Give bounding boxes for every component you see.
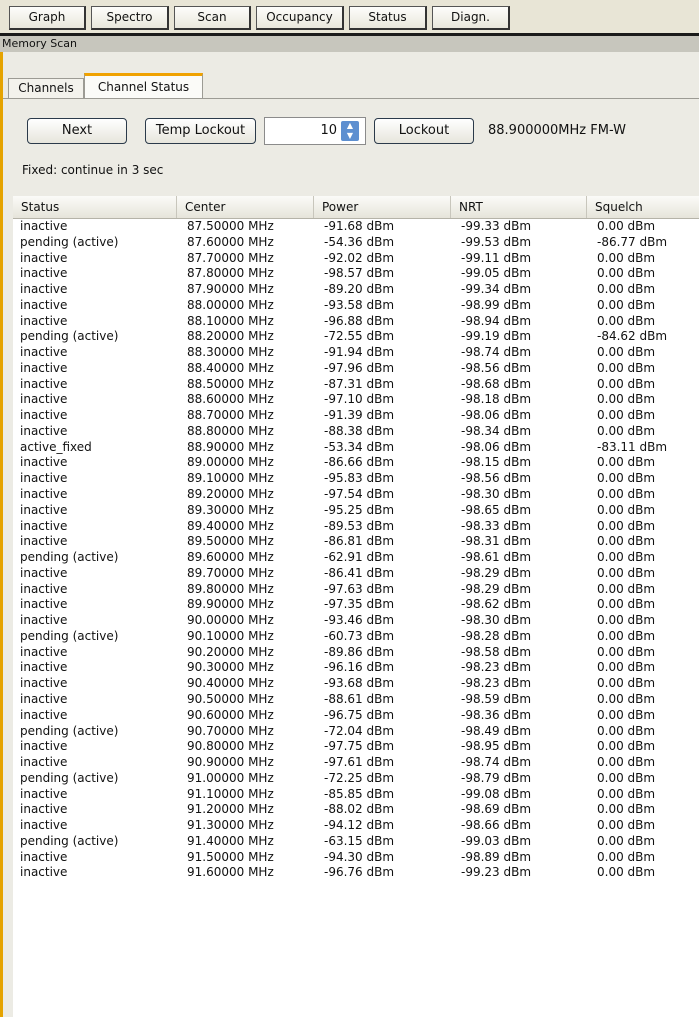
tab-channels[interactable]: Channels [8,78,84,98]
squelch-cell: 0.00 dBm [597,581,656,596]
table-row[interactable] [13,692,699,708]
status-cell: inactive [20,219,68,233]
status-cell: inactive [20,644,68,659]
status-cell: inactive [20,518,68,533]
power-cell: -98.57 dBm [324,266,395,281]
spectro-button[interactable]: Spectro [91,6,169,30]
center-cell: 90.50000 MHz [187,691,274,706]
table-row[interactable] [13,850,699,866]
center-cell: 91.50000 MHz [187,849,274,864]
nrt-cell: -98.62 dBm [461,597,532,612]
center-cell: 88.70000 MHz [187,408,274,423]
window-title: Memory Scan [0,36,699,52]
power-cell: -53.34 dBm [324,439,395,454]
squelch-cell: 0.00 dBm [597,723,656,738]
status-cell: pending (active) [20,550,119,565]
status-cell: inactive [20,565,68,580]
squelch-cell: -86.77 dBm [597,234,668,249]
squelch-cell: 0.00 dBm [597,408,656,423]
power-cell: -97.10 dBm [324,392,395,407]
status-cell: inactive [20,313,68,328]
center-cell: 90.80000 MHz [187,739,274,754]
status-cell: inactive [20,818,68,833]
graph-button[interactable]: Graph [9,6,86,30]
nrt-cell: -98.06 dBm [461,439,532,454]
nrt-cell: -99.53 dBm [461,234,532,249]
nrt-cell: -98.30 dBm [461,487,532,502]
nrt-cell: -98.06 dBm [461,408,532,423]
power-cell: -85.85 dBm [324,786,395,801]
status-cell: inactive [20,502,68,517]
center-cell: 90.30000 MHz [187,660,274,675]
center-cell: 90.10000 MHz [187,628,274,643]
spinner-arrows[interactable] [341,121,359,141]
power-cell: -97.61 dBm [324,755,395,770]
center-cell: 89.60000 MHz [187,550,274,565]
column-header-status[interactable]: Status [13,196,177,218]
nrt-cell: -98.69 dBm [461,802,532,817]
nrt-cell: -99.23 dBm [461,865,532,880]
power-cell: -89.53 dBm [324,518,395,533]
column-header-squelch[interactable]: Squelch [595,200,643,214]
power-cell: -91.68 dBm [324,219,395,233]
nrt-cell: -99.19 dBm [461,329,532,344]
table-row[interactable] [13,471,699,487]
squelch-cell: 0.00 dBm [597,802,656,817]
left-accent-strip [0,52,3,1017]
nrt-cell: -98.29 dBm [461,581,532,596]
table-row[interactable] [13,377,699,393]
status-cell: inactive [20,392,68,407]
nrt-cell: -98.34 dBm [461,423,532,438]
fixed-status-label: Fixed: continue in 3 sec [22,163,164,177]
power-cell: -97.75 dBm [324,739,395,754]
nrt-cell: -99.34 dBm [461,282,532,297]
status-cell: pending (active) [20,628,119,643]
center-cell: 89.50000 MHz [187,534,274,549]
nrt-cell: -98.29 dBm [461,565,532,580]
table-row[interactable] [13,282,699,298]
status-cell: inactive [20,660,68,675]
nrt-cell: -98.65 dBm [461,502,532,517]
status-cell: inactive [20,755,68,770]
status-cell: inactive [20,250,68,265]
power-cell: -94.12 dBm [324,818,395,833]
center-cell: 89.10000 MHz [187,471,274,486]
status-cell: inactive [20,676,68,691]
table-row[interactable] [13,755,699,771]
center-cell: 89.40000 MHz [187,518,274,533]
status-cell: inactive [20,423,68,438]
table-row[interactable] [13,361,699,377]
power-cell: -88.61 dBm [324,691,395,706]
column-header-nrt[interactable]: NRT [451,196,587,218]
squelch-cell: 0.00 dBm [597,392,656,407]
power-cell: -72.25 dBm [324,770,395,785]
center-cell: 89.70000 MHz [187,565,274,580]
squelch-cell: 0.00 dBm [597,628,656,643]
center-cell: 89.90000 MHz [187,597,274,612]
center-cell: 88.80000 MHz [187,423,274,438]
table-body [13,219,699,881]
power-cell: -97.35 dBm [324,597,395,612]
table-row[interactable] [13,534,699,550]
tab-divider [3,98,699,99]
squelch-cell: 0.00 dBm [597,676,656,691]
squelch-cell: 0.00 dBm [597,849,656,864]
status-cell: inactive [20,534,68,549]
center-cell: 88.10000 MHz [187,313,274,328]
table-row[interactable] [13,834,699,850]
table-row[interactable] [13,251,699,267]
squelch-cell: 0.00 dBm [597,376,656,391]
center-cell: 87.50000 MHz [187,219,274,233]
table-row[interactable] [13,487,699,503]
squelch-cell: 0.00 dBm [597,597,656,612]
table-row[interactable] [13,235,699,251]
table-row[interactable] [13,676,699,692]
nrt-cell: -98.31 dBm [461,534,532,549]
column-header-power[interactable]: Power [314,196,451,218]
status-cell: active_fixed [20,439,92,454]
squelch-cell: 0.00 dBm [597,550,656,565]
power-cell: -88.02 dBm [324,802,395,817]
center-cell: 90.70000 MHz [187,723,274,738]
center-cell: 88.50000 MHz [187,376,274,391]
power-cell: -62.91 dBm [324,550,395,565]
center-cell: 90.20000 MHz [187,644,274,659]
squelch-cell: 0.00 dBm [597,565,656,580]
diagn-button[interactable]: Diagn. [432,6,510,30]
power-cell: -88.38 dBm [324,423,395,438]
status-cell: inactive [20,691,68,706]
squelch-cell: 0.00 dBm [597,502,656,517]
nrt-cell: -98.18 dBm [461,392,532,407]
center-cell: 88.60000 MHz [187,392,274,407]
status-cell: inactive [20,297,68,312]
squelch-cell: 0.00 dBm [597,691,656,706]
power-cell: -86.81 dBm [324,534,395,549]
center-cell: 90.60000 MHz [187,707,274,722]
nrt-cell: -99.33 dBm [461,219,532,233]
status-cell: inactive [20,597,68,612]
tab-channel-status[interactable]: Channel Status [84,73,203,99]
nrt-cell: -98.99 dBm [461,297,532,312]
squelch-cell: 0.00 dBm [597,313,656,328]
center-cell: 88.00000 MHz [187,297,274,312]
table-row[interactable] [13,597,699,613]
status-cell: inactive [20,581,68,596]
power-cell: -72.55 dBm [324,329,395,344]
status-cell: inactive [20,455,68,470]
squelch-cell: 0.00 dBm [597,219,656,233]
status-cell: inactive [20,376,68,391]
table-row[interactable] [13,550,699,566]
status-cell: inactive [20,360,68,375]
center-cell: 89.80000 MHz [187,581,274,596]
table-row[interactable] [13,582,699,598]
nrt-cell: -98.28 dBm [461,628,532,643]
center-cell: 91.00000 MHz [187,770,274,785]
table-row[interactable] [13,455,699,471]
power-cell: -96.75 dBm [324,707,395,722]
center-cell: 91.60000 MHz [187,865,274,880]
squelch-cell: 0.00 dBm [597,518,656,533]
table-row[interactable] [13,424,699,440]
nrt-cell: -98.61 dBm [461,550,532,565]
power-cell: -87.31 dBm [324,376,395,391]
table-row[interactable] [13,266,699,282]
center-cell: 88.30000 MHz [187,345,274,360]
nrt-cell: -98.66 dBm [461,818,532,833]
power-cell: -86.66 dBm [324,455,395,470]
channel-status-table [13,196,699,1017]
nrt-cell: -99.08 dBm [461,786,532,801]
squelch-cell: -83.11 dBm [597,439,668,454]
center-cell: 88.40000 MHz [187,360,274,375]
squelch-cell: 0.00 dBm [597,770,656,785]
next-button[interactable]: Next [27,118,127,144]
nrt-cell: -98.33 dBm [461,518,532,533]
nrt-cell: -98.58 dBm [461,644,532,659]
nrt-cell: -98.59 dBm [461,691,532,706]
power-cell: -93.58 dBm [324,297,395,312]
center-cell: 91.40000 MHz [187,833,274,848]
squelch-cell: 0.00 dBm [597,613,656,628]
table-row[interactable] [13,329,699,345]
table-row[interactable] [13,739,699,755]
spinner-value[interactable]: 10 [320,123,337,138]
squelch-cell: 0.00 dBm [597,250,656,265]
power-cell: -91.39 dBm [324,408,395,423]
status-cell: pending (active) [20,234,119,249]
center-cell: 90.40000 MHz [187,676,274,691]
nrt-cell: -98.15 dBm [461,455,532,470]
power-cell: -89.20 dBm [324,282,395,297]
center-cell: 87.70000 MHz [187,250,274,265]
table-row[interactable] [13,392,699,408]
center-cell: 91.20000 MHz [187,802,274,817]
nrt-cell: -98.79 dBm [461,770,532,785]
squelch-cell: 0.00 dBm [597,282,656,297]
center-cell: 88.90000 MHz [187,439,274,454]
nrt-cell: -98.36 dBm [461,707,532,722]
column-header-center[interactable]: Center [177,196,314,218]
nrt-cell: -98.23 dBm [461,660,532,675]
table-row[interactable] [13,865,699,881]
table-row[interactable] [13,566,699,582]
chevron-up-icon[interactable]: ▲ [346,121,354,130]
center-cell: 91.30000 MHz [187,818,274,833]
squelch-cell: 0.00 dBm [597,455,656,470]
center-cell: 89.30000 MHz [187,502,274,517]
squelch-cell: 0.00 dBm [597,660,656,675]
status-cell: inactive [20,865,68,880]
status-cell: inactive [20,345,68,360]
occupancy-button[interactable]: Occupancy [256,6,344,30]
power-cell: -95.83 dBm [324,471,395,486]
center-cell: 90.00000 MHz [187,613,274,628]
power-cell: -89.86 dBm [324,644,395,659]
squelch-cell: 0.00 dBm [597,644,656,659]
table-row[interactable] [13,219,699,235]
nrt-cell: -98.95 dBm [461,739,532,754]
status-cell: inactive [20,613,68,628]
table-row[interactable] [13,787,699,803]
table-row[interactable] [13,660,699,676]
nrt-cell: -98.56 dBm [461,360,532,375]
status-button[interactable]: Status [349,6,427,30]
power-cell: -95.25 dBm [324,502,395,517]
squelch-cell: 0.00 dBm [597,833,656,848]
chevron-down-icon[interactable]: ▼ [346,131,354,140]
nrt-cell: -98.74 dBm [461,755,532,770]
squelch-cell: 0.00 dBm [597,266,656,281]
status-cell: inactive [20,786,68,801]
power-cell: -93.46 dBm [324,613,395,628]
table-row[interactable] [13,629,699,645]
squelch-cell: 0.00 dBm [597,345,656,360]
squelch-cell: 0.00 dBm [597,471,656,486]
power-cell: -97.54 dBm [324,487,395,502]
power-cell: -72.04 dBm [324,723,395,738]
power-cell: -96.76 dBm [324,865,395,880]
squelch-cell: 0.00 dBm [597,707,656,722]
center-cell: 88.20000 MHz [187,329,274,344]
status-cell: inactive [20,739,68,754]
power-cell: -63.15 dBm [324,833,395,848]
nrt-cell: -99.05 dBm [461,266,532,281]
power-cell: -97.96 dBm [324,360,395,375]
nrt-cell: -98.23 dBm [461,676,532,691]
status-cell: pending (active) [20,833,119,848]
scan-button[interactable]: Scan [174,6,251,30]
nrt-cell: -98.49 dBm [461,723,532,738]
table-header [13,196,699,219]
squelch-cell: 0.00 dBm [597,297,656,312]
nrt-cell: -98.68 dBm [461,376,532,391]
nrt-cell: -98.94 dBm [461,313,532,328]
status-cell: inactive [20,266,68,281]
table-row[interactable] [13,503,699,519]
table-row[interactable] [13,771,699,787]
center-cell: 89.20000 MHz [187,487,274,502]
squelch-cell: 0.00 dBm [597,423,656,438]
status-cell: inactive [20,707,68,722]
center-cell: 87.80000 MHz [187,266,274,281]
center-cell: 87.60000 MHz [187,234,274,249]
power-cell: -94.30 dBm [324,849,395,864]
squelch-cell: 0.00 dBm [597,487,656,502]
nrt-cell: -98.89 dBm [461,849,532,864]
lockout-button[interactable]: Lockout [374,118,474,144]
table-row[interactable] [13,440,699,456]
power-cell: -93.68 dBm [324,676,395,691]
center-cell: 90.90000 MHz [187,755,274,770]
nrt-cell: -98.74 dBm [461,345,532,360]
lockout-duration-spinner[interactable] [264,117,366,145]
squelch-cell: 0.00 dBm [597,786,656,801]
nrt-cell: -98.56 dBm [461,471,532,486]
power-cell: -92.02 dBm [324,250,395,265]
top-toolbar [0,0,699,36]
power-cell: -86.41 dBm [324,565,395,580]
squelch-cell: 0.00 dBm [597,360,656,375]
power-cell: -91.94 dBm [324,345,395,360]
nrt-cell: -98.30 dBm [461,613,532,628]
status-cell: inactive [20,802,68,817]
table-row[interactable] [13,519,699,535]
squelch-cell: 0.00 dBm [597,818,656,833]
table-row[interactable] [13,818,699,834]
squelch-cell: -84.62 dBm [597,329,668,344]
table-row[interactable] [13,314,699,330]
table-row[interactable] [13,708,699,724]
table-row[interactable] [13,645,699,661]
nrt-cell: -99.11 dBm [461,250,532,265]
status-cell: inactive [20,408,68,423]
table-row[interactable] [13,613,699,629]
current-frequency-label: 88.900000MHz FM-W [488,123,626,138]
squelch-cell: 0.00 dBm [597,534,656,549]
table-row[interactable] [13,345,699,361]
power-cell: -54.36 dBm [324,234,395,249]
squelch-cell: 0.00 dBm [597,865,656,880]
status-cell: inactive [20,471,68,486]
status-cell: inactive [20,849,68,864]
center-cell: 91.10000 MHz [187,786,274,801]
squelch-cell: 0.00 dBm [597,739,656,754]
power-cell: -60.73 dBm [324,628,395,643]
status-cell: pending (active) [20,770,119,785]
squelch-cell: 0.00 dBm [597,755,656,770]
nrt-cell: -99.03 dBm [461,833,532,848]
table-row[interactable] [13,802,699,818]
power-cell: -96.16 dBm [324,660,395,675]
power-cell: -97.63 dBm [324,581,395,596]
status-cell: pending (active) [20,329,119,344]
temp-lockout-button[interactable]: Temp Lockout [145,118,256,144]
power-cell: -96.88 dBm [324,313,395,328]
center-cell: 87.90000 MHz [187,282,274,297]
center-cell: 89.00000 MHz [187,455,274,470]
table-row[interactable] [13,408,699,424]
status-cell: pending (active) [20,723,119,738]
status-cell: inactive [20,487,68,502]
table-row[interactable] [13,724,699,740]
status-cell: inactive [20,282,68,297]
table-row[interactable] [13,298,699,314]
